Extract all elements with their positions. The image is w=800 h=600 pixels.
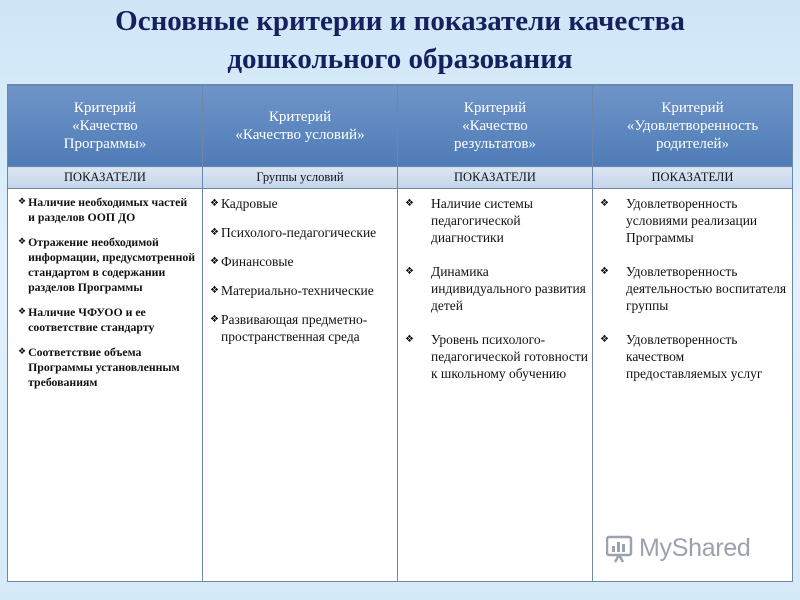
list-item bbox=[600, 331, 788, 382]
list-item bbox=[18, 305, 196, 335]
diamond-bullet-icon: ❖ bbox=[600, 266, 609, 277]
list-item bbox=[210, 195, 393, 212]
diamond-bullet-icon: ❖ bbox=[18, 237, 27, 247]
list-item bbox=[405, 331, 588, 382]
subheader-indicators: ПОКАЗАТЕЛИ bbox=[398, 167, 593, 189]
diamond-bullet-icon: ❖ bbox=[405, 198, 414, 209]
page-title bbox=[0, 2, 800, 78]
column-result-indicators bbox=[398, 189, 593, 582]
diamond-bullet-icon: ❖ bbox=[600, 334, 609, 345]
diamond-bullet-icon: ❖ bbox=[210, 198, 219, 209]
list-item-text: Соответствие объема Программы установленным требованиям bbox=[28, 345, 180, 389]
list-item-text: Уровень психолого-педагогической готовности к школьному обучению bbox=[431, 332, 588, 381]
list-item-text: Удовлетворенность качеством предоставляемых услуг bbox=[626, 332, 763, 381]
list-item-text: Удовлетворенность условиями реализации Программы bbox=[626, 196, 758, 245]
list-item bbox=[405, 263, 588, 314]
list-item bbox=[18, 195, 196, 225]
header-criterion-conditions: Критерий «Качество условий» bbox=[203, 85, 398, 167]
list-item-text: Отражение необходимой информации, предусмотренной стандартом в содержании разделов Программы bbox=[28, 235, 196, 294]
list-item bbox=[18, 345, 196, 390]
indicators-subheader-row bbox=[8, 167, 793, 189]
list-item-text: Удовлетворенность деятельностью воспитателя группы bbox=[626, 264, 787, 313]
list-item-text: Психолого-педагогические bbox=[220, 225, 377, 240]
list-item bbox=[210, 282, 393, 299]
list-item-text: Наличие необходимых частей и разделов ООП ДО bbox=[28, 195, 188, 224]
list-item bbox=[600, 195, 788, 246]
diamond-bullet-icon: ❖ bbox=[405, 266, 414, 277]
column-program-indicators bbox=[8, 189, 203, 582]
list-item-text: Динамика индивидуального развития детей bbox=[431, 264, 586, 313]
list-item bbox=[210, 253, 393, 270]
diamond-bullet-icon: ❖ bbox=[210, 227, 219, 238]
diamond-bullet-icon: ❖ bbox=[210, 256, 219, 267]
diamond-bullet-icon: ❖ bbox=[405, 334, 414, 345]
list-item-text: Развивающая предметно-пространственная среда bbox=[220, 312, 368, 344]
list-item bbox=[18, 235, 196, 295]
diamond-bullet-icon: ❖ bbox=[600, 198, 609, 209]
list-item bbox=[405, 195, 588, 246]
column-condition-groups bbox=[203, 189, 398, 582]
header-criterion-parents: Критерий «Удовлетворенность родителей» bbox=[593, 85, 793, 167]
column-parent-indicators bbox=[593, 189, 793, 582]
page-title-line-1: Основные критерии и показатели качества bbox=[115, 5, 685, 37]
list-item bbox=[600, 263, 788, 314]
list-item-text: Наличие ЧФУОО и ее соответствие стандарту bbox=[28, 305, 155, 334]
diamond-bullet-icon: ❖ bbox=[210, 285, 219, 296]
list-item-text: Наличие системы педагогической диагностики bbox=[431, 196, 533, 245]
criteria-header-row bbox=[8, 85, 793, 167]
diamond-bullet-icon: ❖ bbox=[18, 347, 27, 357]
criteria-table bbox=[7, 84, 793, 582]
header-criterion-results: Критерий «Качество результатов» bbox=[398, 85, 593, 167]
subheader-condition-groups: Группы условий bbox=[203, 167, 398, 189]
diamond-bullet-icon: ❖ bbox=[18, 307, 27, 317]
page-title-line-2: дошкольного образования bbox=[227, 43, 573, 75]
subheader-indicators: ПОКАЗАТЕЛИ bbox=[593, 167, 793, 189]
diamond-bullet-icon: ❖ bbox=[18, 197, 27, 207]
diamond-bullet-icon: ❖ bbox=[210, 314, 219, 325]
indicators-body-row bbox=[8, 189, 793, 582]
header-criterion-program: Критерий «Качество Программы» bbox=[8, 85, 203, 167]
list-item-text: Материально-технические bbox=[220, 283, 374, 298]
watermark-text: MyShared bbox=[639, 534, 751, 562]
subheader-indicators: ПОКАЗАТЕЛИ bbox=[8, 167, 203, 189]
watermark bbox=[606, 534, 751, 563]
list-item bbox=[210, 311, 393, 345]
list-item-text: Кадровые bbox=[220, 196, 278, 211]
list-item-text: Финансовые bbox=[220, 254, 294, 269]
presentation-logo-icon bbox=[606, 535, 634, 563]
list-item bbox=[210, 224, 393, 241]
